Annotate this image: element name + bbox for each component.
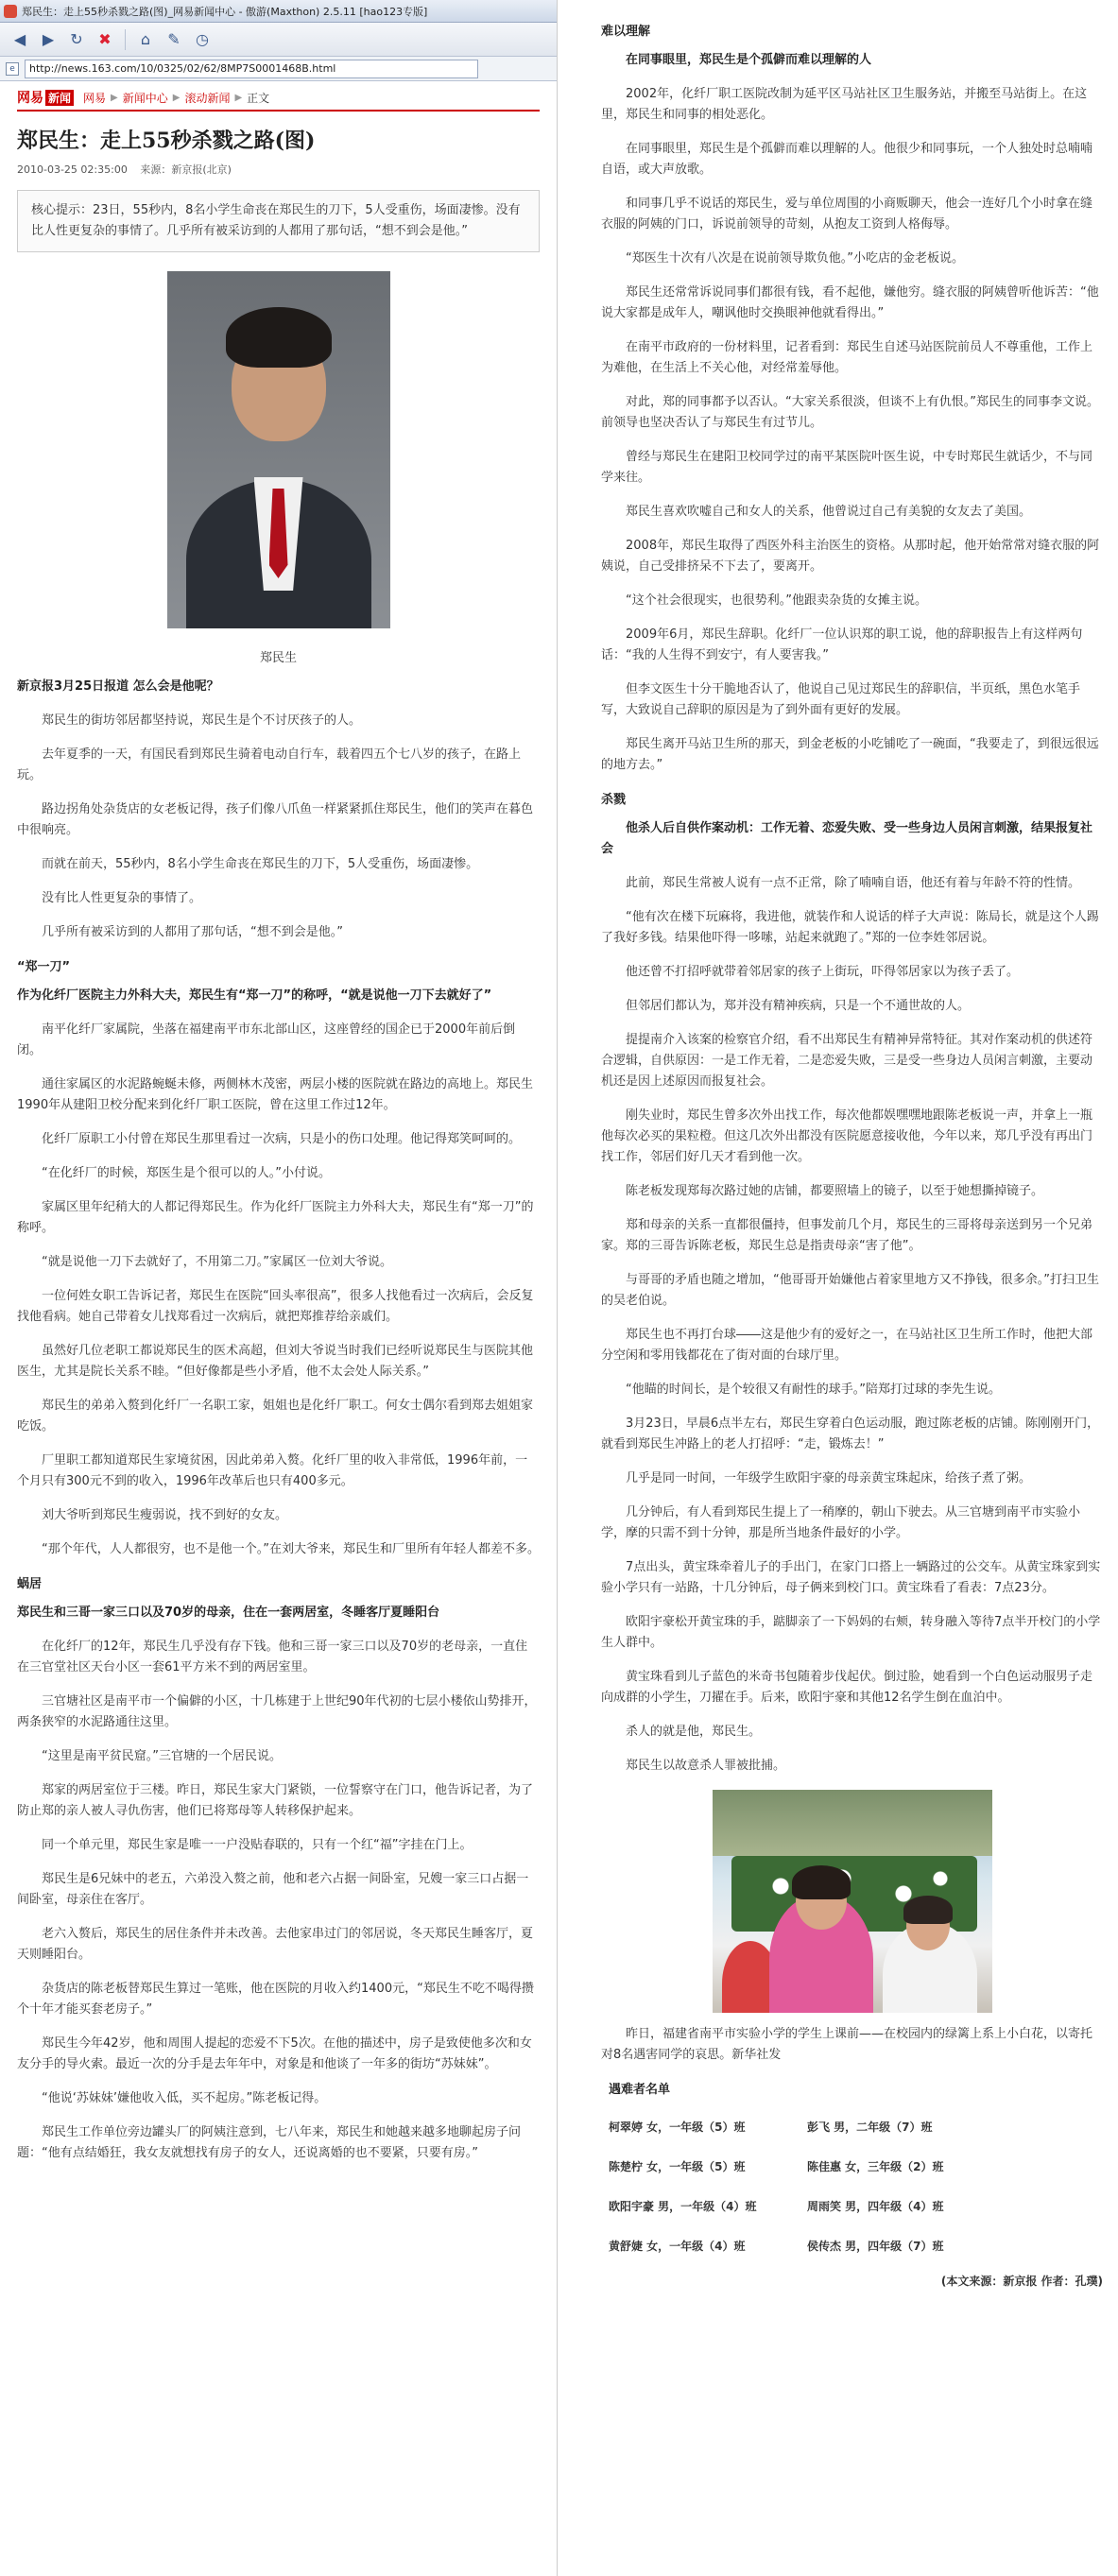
page-icon: e xyxy=(6,62,19,76)
paragraph: 欧阳宇豪松开黄宝珠的手，踮脚亲了一下妈妈的右颊，转身融入等待7点半开校门的小学生人群中。 xyxy=(601,1615,1101,1650)
victim-entry: 陈楚柠 女，一年级（5）班 xyxy=(609,2159,746,2173)
paragraph: “这里是南平贫民窟。”三官塘的一个居民说。 xyxy=(42,1749,282,1763)
paragraph: 刚失业时，郑民生曾多次外出找工作，每次他都娱嘿嘿地跟陈老板说一声，并拿上一瓶他每次必买的果粒橙。但这几次外出都没有医院愿意接收他，今年以来，郑几乎没有再出门找工作，邻居们好几天才看到他一次。 xyxy=(601,1108,1093,1164)
window-title: 郑民生：走上55秒杀戮之路(图)_网易新闻中心 - 傲游(Maxthon) 2.5.11 [hao123专版] xyxy=(22,5,428,18)
paragraph: 他还曾不打招呼就带着邻居家的孩子上街玩，吓得邻居家以为孩子丢了。 xyxy=(626,965,1020,979)
photo-caption: 郑民生 xyxy=(259,651,297,665)
paragraph: “他有次在楼下玩麻将，我进他，就装作和人说话的样子大声说：陈局长，就是这个人踢了我好多钱。结果他吓得一哆嗦，站起来就跑了。”郑的一位李姓邻居说。 xyxy=(601,910,1099,945)
paragraph: 对此，郑的同事都予以否认。“大家关系很淡，但谈不上有仇恨。”郑民生的同事李文说。前领导也坚决否认了与郑民生有过节儿。 xyxy=(601,395,1099,430)
paragraph: 一位何姓女职工告诉记者，郑民生在医院“回头率很高”，很多人找他看过一次病后，会反复找他看病。她自己带着女儿找郑看过一次病后，就把郑推荐给亲戚们。 xyxy=(17,1289,534,1324)
right-article-body xyxy=(601,21,1103,1777)
paragraph: 几分钟后，有人看到郑民生提上了一稍摩的，朝山下驶去。从三官塘到南平市实验小学，摩的只需不到十分钟，那是所当地条件最好的小学。 xyxy=(601,1505,1081,1540)
paragraph: “郑医生十次有八次是在说前领导欺负他。”小吃店的金老板说。 xyxy=(626,251,964,266)
paragraph: 此前，郑民生常被人说有一点不正常，除了喃喃自语，他还有着与年龄不符的性情。 xyxy=(626,876,1081,890)
lead-paragraph: 在同事眼里，郑民生是个孤僻而难以理解的人 xyxy=(626,53,872,67)
paragraph: 郑和母亲的关系一直都很僵持，但事发前几个月，郑民生的三哥将母亲送到另一个兄弟家。郑的三哥告诉陈老板，郑民生总是指责母亲“害了他”。 xyxy=(601,1218,1093,1253)
lead-paragraph: 他杀人后自供作案动机：工作无着、恋爱失败、受一些身边人员闲言刺激，结果报复社会 xyxy=(601,821,1093,856)
home-icon[interactable]: ⌂ xyxy=(140,30,151,48)
paragraph: 陈老板发现郑每次路过她的店铺，都要照墙上的镜子，以至于她想撕掉镜子。 xyxy=(626,1184,1044,1198)
memorial-photo-caption: 昨日，福建省南平市实验小学的学生上课前——在校园内的绿篱上系上小白花，以寄托对8名遇害同学的哀思。新华社发 xyxy=(601,2027,1093,2062)
breadcrumb-separator-icon: ▶ xyxy=(111,92,118,103)
breadcrumb-news-center[interactable]: 新闻中心 xyxy=(122,91,168,105)
paragraph: 2002年，化纤厂职工医院改制为延平区马站社区卫生服务站，并搬至马站街上。在这里，郑民生和同事的相处恶化。 xyxy=(601,87,1088,122)
toolbar-separator xyxy=(125,29,126,50)
paragraph: 郑民生的街坊邻居都坚持说，郑民生是个不讨厌孩子的人。 xyxy=(42,713,362,728)
paragraph: 郑家的两居室位于三楼。昨日，郑民生家大门紧锁，一位誓察守在门口，他告诉记者，为了防止郑的亲人被人寻仇伤害，他们已将郑母等人转移保护起来。 xyxy=(17,1783,534,1818)
article-title: 郑民生：走上55秒杀戮之路(图) xyxy=(17,129,316,153)
browser-window xyxy=(0,0,558,2576)
paragraph: “他说‘苏妹妹’嫌他收入低，买不起房。”陈老板记得。 xyxy=(42,2091,327,2105)
paragraph: 3月23日，早晨6点半左右，郑民生穿着白色运动服，跑过陈老板的店铺。陈刚刚开门，就看到郑民生冲路上的老人打招呼：“走，锻炼去！” xyxy=(601,1417,1100,1451)
breadcrumb-separator-icon: ▶ xyxy=(234,92,243,103)
paragraph: 几乎所有被采访到的人都用了那句话，“想不到会是他。” xyxy=(42,925,343,939)
paragraph: 郑民生喜欢吹嘘自己和女人的关系，他曾说过自己有美貌的女友去了美国。 xyxy=(626,505,1032,519)
paragraph: 但李文医生十分干脆地否认了，他说自己见过郑民生的辞职信，半页纸，黑色水笔手写，大致说自己辞职的原因是为了到外面有更好的发展。 xyxy=(601,682,1081,717)
breadcrumb-current: 正文 xyxy=(247,91,270,105)
victim-entry: 柯翠婷 女，一年级（5）班 xyxy=(609,2120,746,2134)
victim-row xyxy=(609,2146,1103,2186)
portrait-figure xyxy=(17,271,540,665)
lead-paragraph: 作为化纤厂医院主力外科大夫，郑民生有“郑一刀”的称呼，“就是说他一刀下去就好了” xyxy=(17,988,492,1003)
victim-entry: 周雨笑 男，四年级（4）班 xyxy=(807,2199,944,2213)
paragraph: 和同事几乎不说话的郑民生，爱与单位周围的小商贩聊天，他会一连好几个小时拿在缝衣服的阿姨的门口，诉说前领导的苛刻，从抱友工资到人格侮辱。 xyxy=(601,197,1093,232)
paragraph: 黄宝珠看到儿子蓝色的米奇书包随着步伐起伏。倒过脸，她看到一个白色运动服男子走向成群的小学生，刀擢在手。后来，欧阳宇豪和其他12名学生倒在血泊中。 xyxy=(601,1670,1093,1705)
breadcrumb xyxy=(17,85,540,112)
victim-entry: 黄舒婕 女，一年级（4）班 xyxy=(609,2239,746,2253)
paragraph: 2009年6月，郑民生辞职。化纤厂一位认识郑的职工说，他的辞职报告上有这样两句话：“我的人生得不到安宁，有人要害我。” xyxy=(601,627,1083,662)
paragraph: “这个社会很现实，也很势利。”他跟卖杂货的女摊主说。 xyxy=(626,593,927,608)
paragraph: 杀人的就是他，郑民生。 xyxy=(626,1725,762,1739)
victim-row xyxy=(609,2186,1103,2225)
victim-row xyxy=(609,2225,1103,2265)
paragraph: 7点出头，黄宝珠牵着儿子的手出门，在家门口搭上一辆路过的公交车。从黄宝珠家到实验小学只有一站路，十几分钟后，母子俩来到校门口。黄宝珠看了看表：7点23分。 xyxy=(601,1560,1101,1595)
paragraph: 刘大爷听到郑民生瘦弱说，找不到好的女友。 xyxy=(42,1508,288,1522)
breadcrumb-netease[interactable]: 网易 xyxy=(83,91,107,105)
paragraph: 郑民生以故意杀人罪被批捕。 xyxy=(626,1759,786,1773)
paragraph: 郑民生是6兄妹中的老五，六弟没入赘之前，他和老六占据一间卧室，兄嫂一家三口占据一间卧室，母亲住在客厅。 xyxy=(17,1872,529,1907)
paragraph: 与哥哥的矛盾也随之增加，“他哥哥开始嫌他占着家里地方又不挣钱，很多余。”打扫卫生的吴老伯说。 xyxy=(601,1273,1099,1308)
refresh-icon[interactable]: ↻ xyxy=(70,30,83,48)
paragraph: 在化纤厂的12年，郑民生几乎没有存下钱。他和三哥一家三口以及70岁的老母亲，一直住在三官堂社区天台小区一套61平方米不到的两居室里。 xyxy=(17,1640,528,1674)
paragraph: 杂货店的陈老板替郑民生算过一笔账，他在医院的月收入约1400元，“郑民生不吃不喝得攒个十年才能买套老房子。” xyxy=(17,1982,534,2017)
paragraph: 在同事眼里，郑民生是个孤僻而难以理解的人。他很少和同事玩，一个人独处时总喃喃自语，或大声放歌。 xyxy=(601,142,1093,177)
paragraph: 郑民生的弟弟入赘到化纤厂一名职工家，姐姐也是化纤厂职工。何女士偶尔看到郑去姐姐家吃饭。 xyxy=(17,1399,534,1434)
paragraph: 厂里职工都知道郑民生家境贫困，因此弟弟入赘。化纤厂里的收入非常低，1996年前，一个月只有300元不到的收入，1996年改革后也只有400多元。 xyxy=(17,1453,528,1488)
paragraph: 路边拐角处杂货店的女老板记得，孩子们像八爪鱼一样紧紧抓住郑民生，他们的笑声在暮色中很响亮。 xyxy=(17,802,534,837)
logo-box-text: 新闻 xyxy=(45,90,74,106)
paragraph: 通往家属区的水泥路蜿蜒未修，两侧林木茂密，两层小楼的医院就在路边的高地上。郑民生1990年从建阳卫校分配来到化纤厂职工医院，曾在这里工作过12年。 xyxy=(17,1077,534,1112)
paragraph: 三官塘社区是南平市一个偏僻的小区，十几栋建于上世纪90年代初的七层小楼依山势排开，两条狭窄的水泥路通往这里。 xyxy=(17,1694,537,1729)
back-icon[interactable]: ◀ xyxy=(13,30,26,48)
paragraph: 在南平市政府的一份材料里，记者看到：郑民生自述马站医院前员人不尊重他，工作上为难他，在生活上不关心他，对经常羞辱他。 xyxy=(601,340,1093,375)
paragraph: 而就在前天，55秒内，8名小学生命丧在郑民生的刀下，5人受重伤，场面凄惨。 xyxy=(42,857,479,871)
paragraph: 几乎是同一时间，一年级学生欧阳宇豪的母亲黄宝珠起床，给孩子煮了粥。 xyxy=(626,1471,1032,1485)
netease-logo[interactable] xyxy=(17,88,74,107)
victims-title: 遇难者名单 xyxy=(609,2083,671,2097)
lead-paragraph: 新京报3月25日报道 怎么会是他呢？ xyxy=(17,679,219,694)
paragraph: “那个年代，人人都很穷，也不是他一个。”在刘大爷来，郑民生和厂里所有年轻人都差不多。 xyxy=(42,1542,540,1556)
article-meta xyxy=(17,162,540,177)
victim-entry: 欧阳宇豪 男，一年级（4）班 xyxy=(609,2199,757,2213)
article-right-column xyxy=(571,0,1118,2576)
url-input[interactable] xyxy=(25,60,478,78)
victim-entry: 侯传杰 男，四年级（7）班 xyxy=(807,2239,944,2253)
article-footer-source: (本文来源：新京报 作者：孔璞) xyxy=(940,2275,1103,2288)
paragraph: “就是说他一刀下去就好了，不用第二刀。”家属区一位刘大爷说。 xyxy=(42,1255,392,1269)
paragraph: 郑民生离开马站卫生所的那天，到金老板的小吃铺吃了一碗面，“我要走了，到很远很远的地方去。” xyxy=(601,737,1099,772)
browser-toolbar xyxy=(0,23,557,57)
paragraph: 家属区里年纪稍大的人都记得郑民生。作为化纤厂医院主力外科大夫，郑民生有“郑一刀”的称呼。 xyxy=(17,1200,534,1235)
paragraph: 同一个单元里，郑民生家是唯一一户没贴春联的，只有一个红“福”字挂在门上。 xyxy=(42,1838,473,1852)
victim-entry: 彭飞 男，二年级（7）班 xyxy=(807,2120,933,2134)
victim-row xyxy=(609,2106,1103,2146)
paragraph: 没有比人性更复杂的事情了。 xyxy=(42,891,202,905)
stop-icon[interactable]: ✖ xyxy=(98,30,112,48)
section-heading: 蜗居 xyxy=(17,1577,43,1591)
paragraph: 虽然好几位老职工都说郑民生的医术高超，但刘大爷说当时我们已经听说郑民生与医院其他医生，尤其是院长关系不睦。“但好像都是些小矛盾，他不太会处人际关系。” xyxy=(17,1344,534,1379)
paragraph: 提提南介入该案的检察官介绍，看不出郑民生有精神异常特征。其对作案动机的供述符合逻辑，自供原因：一是工作无着，二是恋爱失败，三是受一些身边人员闲言刺激，主要动机还是因上述原因而报复社会。 xyxy=(601,1033,1093,1089)
lead-paragraph: 郑民生和三哥一家三口以及70岁的母亲，住在一套两居室，冬睡客厅夏睡阳台 xyxy=(17,1606,440,1620)
paragraph: 郑民生还常常诉说同事们都很有钱，看不起他，嫌他穷。缝衣服的阿姨曾听他诉苦：“他说大家都是成年人，嘲讽他时交换眼神他就看得出。” xyxy=(601,285,1099,320)
paragraph: 但邻居们都认为，郑并没有精神疾病，只是一个不通世故的人。 xyxy=(626,999,971,1013)
paragraph: “他瞄的时间长，是个较很又有耐性的球手。”陪郑打过球的李先生说。 xyxy=(626,1382,1001,1397)
portrait-photo xyxy=(167,271,390,628)
paragraph: 郑民生工作单位旁边罐头厂的阿姨注意到，七八年来，郑民生和她越来越多地聊起房子问题：“他有点结婚狂，我女友就想找有房子的女人，还说离婚的也不要紧，只要有房。” xyxy=(17,2125,522,2160)
breadcrumb-rolling-news[interactable]: 滚动新闻 xyxy=(184,91,231,105)
paragraph: 南平化纤厂家属院，坐落在福建南平市东北部山区，这座曾经的国企已于2000年前后倒闭。 xyxy=(17,1022,516,1057)
maxthon-app-icon xyxy=(4,5,17,18)
breadcrumb-separator-icon: ▶ xyxy=(172,92,181,103)
forward-icon[interactable]: ▶ xyxy=(42,30,55,48)
paragraph: 老六入赘后，郑民生的居住条件并未改善。去他家串过门的邻居说，冬天郑民生睡客厅，夏天则睡阳台。 xyxy=(17,1927,534,1962)
paragraph: 化纤厂原职工小付曾在郑民生那里看过一次病，只是小的伤口处理。他记得郑笑呵呵的。 xyxy=(42,1132,522,1146)
article-summary: 核心提示：23日，55秒内，8名小学生命丧在郑民生的刀下，5人受重伤，场面凄惨。没有比人性更复杂的事情了。几乎所有被采访到的人都用了那句话，“想不到会是他。” xyxy=(17,190,540,252)
memorial-photo xyxy=(713,1790,992,2013)
address-bar xyxy=(0,57,557,81)
article-date: 2010-03-25 02:35:00 xyxy=(17,163,128,176)
victim-entry: 陈佳惠 女，三年级（2）班 xyxy=(807,2159,944,2173)
paragraph: 曾经与郑民生在建阳卫校同学过的南平某医院叶医生说，中专时郑民生就话少，不与同学来往。 xyxy=(601,450,1093,485)
article-source[interactable]: 来源：新京报(北京) xyxy=(140,163,232,176)
left-article-body xyxy=(17,677,540,2164)
paragraph: 去年夏季的一天，有国民看到郑民生骑着电动自行车，载着四五个七八岁的孩子，在路上玩。 xyxy=(17,747,522,782)
section-heading: “郑一刀” xyxy=(17,960,71,974)
title-bar xyxy=(0,0,557,23)
section-heading: 难以理解 xyxy=(601,25,651,39)
tools-icon[interactable]: ✎ xyxy=(167,30,181,48)
article-left-column xyxy=(0,81,557,2164)
paragraph: “在化纤厂的时候，郑医生是个很可以的人。”小付说。 xyxy=(42,1166,331,1180)
history-icon[interactable]: ◷ xyxy=(196,30,209,48)
victims-list xyxy=(609,2106,1103,2265)
section-heading: 杀戮 xyxy=(601,793,627,807)
paragraph: 郑民生今年42岁，他和周围人提起的恋爱不下5次。在他的描述中，房子是致使他多次和女友分手的导火索。最近一次的分手是去年年中，对象是和他谈了一年多的街坊“苏妹妹”。 xyxy=(17,2036,532,2071)
paragraph: 郑民生也不再打台球――这是他少有的爱好之一，在马站社区卫生所工作时，他把大部分空闲和零用钱都花在了街对面的台球厅里。 xyxy=(601,1328,1093,1363)
logo-main-text: 网易 xyxy=(17,91,43,106)
paragraph: 2008年，郑民生取得了西医外科主治医生的资格。从那时起，他开始常常对缝衣服的阿姨说，自己受排挤呆不下去了，要离开。 xyxy=(601,539,1100,574)
